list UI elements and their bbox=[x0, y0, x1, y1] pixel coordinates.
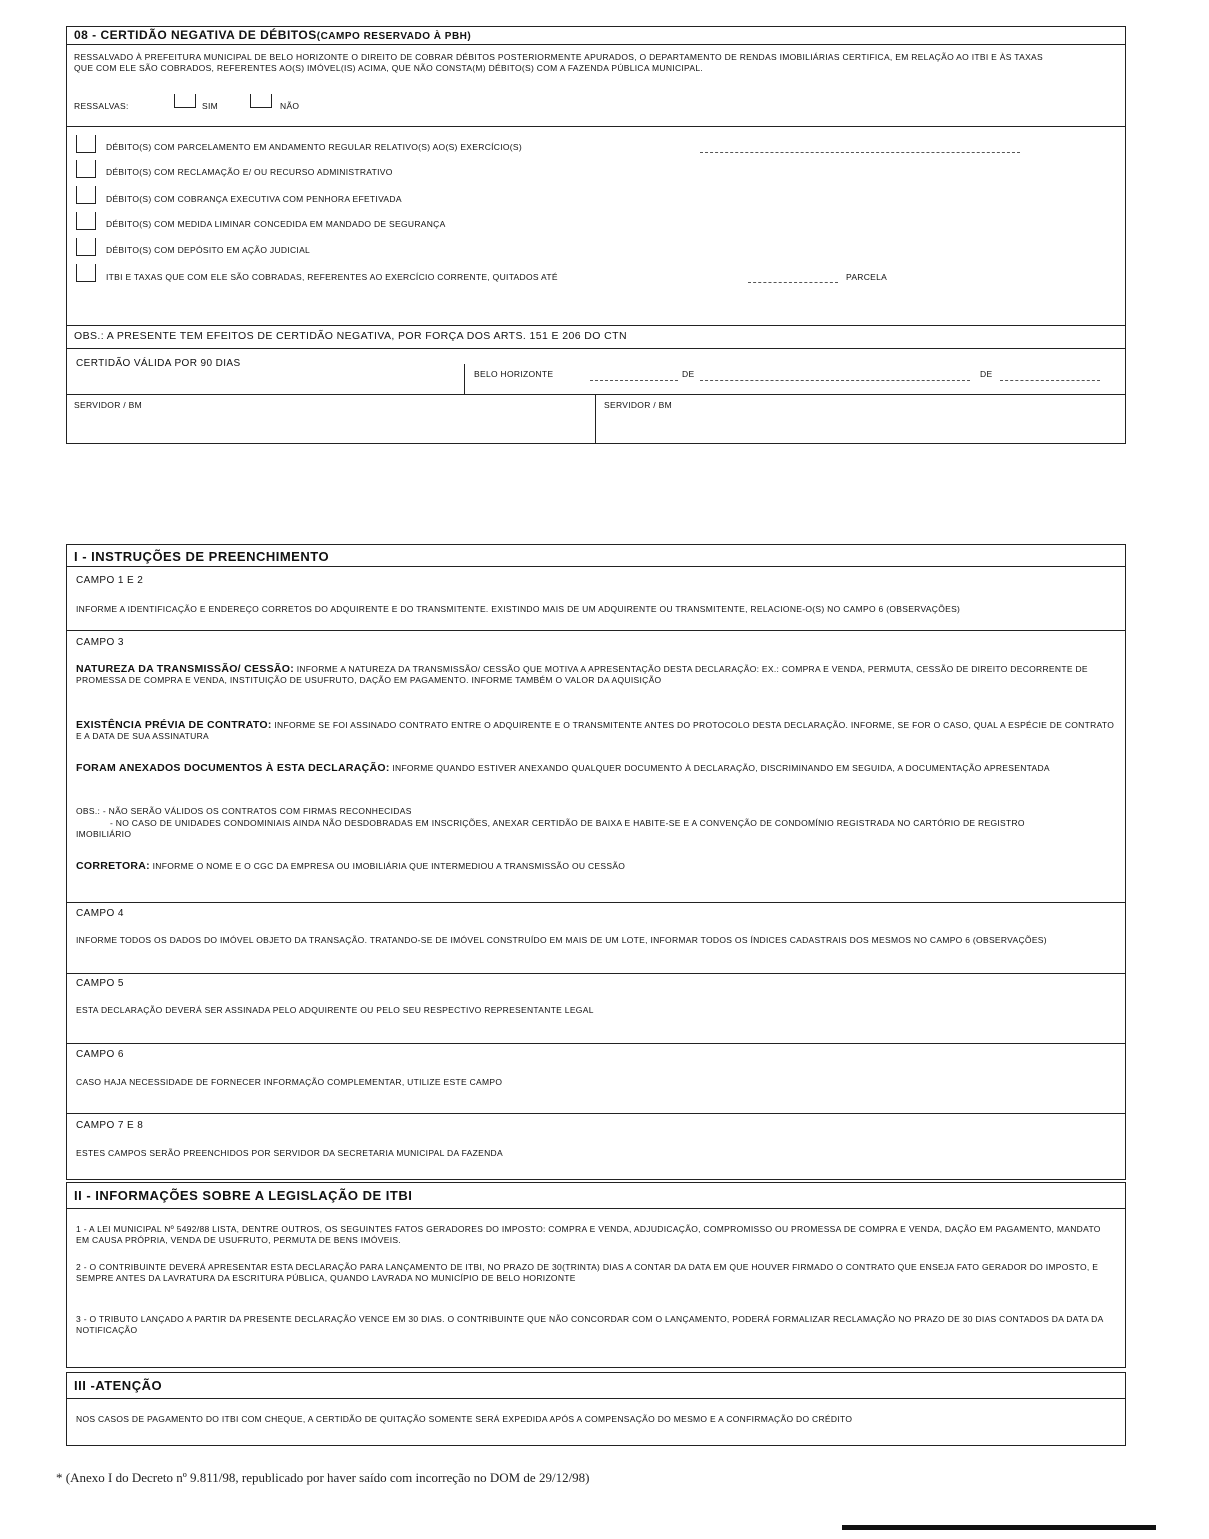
divider bbox=[66, 630, 1126, 631]
campo5-text: ESTA DECLARAÇÃO DEVERÁ SER ASSINADA PELO ADQUIRENTE OU PELO SEU RESPECTIVO REPRESENTANTE LEGAL bbox=[76, 1005, 594, 1015]
legislacao-item-2: 2 - O CONTRIBUINTE DEVERÁ APRESENTAR ESTA DECLARAÇÃO PARA LANÇAMENTO DE ITBI, NO PRAZO DE 30(TRINTA) DIAS A CONTAR DA DATA EM QUE HOUVER FIRMADO O CONTRATO QUE ENSEJA FATO GERADOR DO IMPOSTO, E SEMPRE ANTES DA LAVRATURA DA ESCRITURA PÚBLICA, QUANDO LAVRADA NO MUNICÍPIO DE BELO HORIZONTE bbox=[76, 1262, 1099, 1283]
date-day-fill[interactable] bbox=[590, 380, 678, 381]
section08-title bbox=[74, 28, 471, 42]
ressalvas-nao-label: NÃO bbox=[280, 101, 300, 111]
divider bbox=[66, 1113, 1126, 1114]
ressalvas-nao-checkbox[interactable] bbox=[250, 94, 272, 108]
servidor-label-1: SERVIDOR / BM bbox=[74, 400, 142, 410]
option-parcelamento-checkbox[interactable] bbox=[76, 135, 96, 153]
option-itbi-quitado-label: ITBI E TAXAS QUE COM ELE SÃO COBRADAS, REFERENTES AO EXERCÍCIO CORRENTE, QUITADOS ATÉ bbox=[106, 272, 558, 282]
parcela-label: PARCELA bbox=[846, 272, 888, 282]
anexados-label: FORAM ANEXADOS DOCUMENTOS À ESTA DECLARAÇÃO: bbox=[76, 762, 390, 774]
divider bbox=[595, 394, 596, 444]
divider bbox=[66, 44, 1126, 45]
date-year-fill[interactable] bbox=[1000, 380, 1100, 381]
obs-line-2: - NO CASO DE UNIDADES CONDOMINIAIS AINDA NÃO DESDOBRADAS EM INSCRIÇÕES, ANEXAR CERTIDÃO DE BAIXA E HABITE-SE E A CONVENÇÃO DE CONDOMÍNIO REGISTRADA NO CARTÓRIO DE REGISTRO IMOBILIÁRIO bbox=[76, 818, 1025, 839]
natureza-paragraph bbox=[76, 664, 1116, 686]
ressalvas-sim-checkbox[interactable] bbox=[174, 94, 196, 108]
option-cobranca-label: DÉBITO(S) COM COBRANÇA EXECUTIVA COM PENHORA EFETIVADA bbox=[106, 194, 402, 204]
existencia-label: EXISTÊNCIA PRÉVIA DE CONTRATO: bbox=[76, 719, 272, 731]
option-deposito-label: DÉBITO(S) COM DEPÓSITO EM AÇÃO JUDICIAL bbox=[106, 245, 311, 255]
legislacao-item-1: 1 - A LEI MUNICIPAL Nº 5492/88 LISTA, DENTRE OUTROS, OS SEGUINTES FATOS GERADORES DO IMPOSTO: COMPRA E VENDA, ADJUDICAÇÃO, COMPROMISSO OU PROMESSA DE COMPRA E VENDA, DAÇÃO EM PAGAMENTO, MANDATO EM CAUSA PRÓPRIA, VENDA DE USUFRUTO, PERMUTA DE BENS IMÓVEIS. bbox=[76, 1224, 1101, 1245]
natureza-text: INFORME A NATUREZA DA TRANSMISSÃO/ CESSÃO QUE MOTIVA A APRESENTAÇÃO DESTA DECLARAÇÃO: EX.: COMPRA E VENDA, PERMUTA, CESSÃO DE DIREITO DECORRENTE DE PROMESSA DE COMPRA E VENDA, INSTITUIÇÃO DE USUFRUTO, DAÇÃO EM PAGAMENTO. INFORME TAMBÉM O VALOR DA AQUISIÇÃO bbox=[76, 664, 1088, 685]
anexados-paragraph bbox=[76, 763, 1116, 774]
section08-text: RESSALVADO À PREFEITURA MUNICIPAL DE BELO HORIZONTE O DIREITO DE COBRAR DÉBITOS POSTERIORMENTE APURADOS, O DEPARTAMENTO DE RENDAS IMOBILIÁRIAS CERTIFICA, EM RELAÇÃO AO ITBI E ÀS TAXAS QUE COM ELE SÃO COBRADOS, REFERENTES AO(S) IMÓVEL(IS) ACIMA, QUE NÃO CONSTA(M) DÉBITO(S) COM A FAZENDA PÚBLICA MUNICIPAL. bbox=[74, 52, 1043, 73]
anexados-text: INFORME QUANDO ESTIVER ANEXANDO QUALQUER DOCUMENTO À DECLARAÇÃO, DISCRIMINANDO EM SEGUIDA, A DOCUMENTAÇÃO APRESENTADA bbox=[389, 763, 1050, 773]
existencia-text: INFORME SE FOI ASSINADO CONTRATO ENTRE O ADQUIRENTE E O TRANSMITENTE ANTES DO PROTOCOLO DESTA DECLARAÇÃO. INFORME, SE FOR O CASO, QUAL A ESPÉCIE DE CONTRATO E A DATA DE SUA ASSINATURA bbox=[76, 720, 1115, 741]
campo12-text: INFORME A IDENTIFICAÇÃO E ENDEREÇO CORRETOS DO ADQUIRENTE E DO TRANSMITENTE. EXISTINDO MAIS DE UM ADQUIRENTE OU TRANSMITENTE, RELACIONE-O(S) NO CAMPO 6 (OBSERVAÇÕES) bbox=[76, 604, 961, 614]
atencao-title: III -ATENÇÃO bbox=[74, 1378, 163, 1393]
option-parcelamento-label: DÉBITO(S) COM PARCELAMENTO EM ANDAMENTO REGULAR RELATIVO(S) AO(S) EXERCÍCIO(S) bbox=[106, 142, 523, 152]
divider bbox=[66, 902, 1126, 903]
divider bbox=[66, 348, 1126, 349]
legislacao-title: II - INFORMAÇÕES SOBRE A LEGISLAÇÃO DE ITBI bbox=[74, 1188, 413, 1203]
campo4-text: INFORME TODOS OS DADOS DO IMÓVEL OBJETO DA TRANSAÇÃO. TRATANDO-SE DE IMÓVEL CONSTRUÍDO EM MAIS DE UM LOTE, INFORMAR TODOS OS ÍNDICES CADASTRAIS DOS MESMOS NO CAMPO 6 (OBSERVAÇÕES) bbox=[76, 935, 1047, 945]
option-liminar-label: DÉBITO(S) COM MEDIDA LIMINAR CONCEDIDA EM MANDADO DE SEGURANÇA bbox=[106, 219, 446, 229]
option-reclamacao-label: DÉBITO(S) COM RECLAMAÇÃO E/ OU RECURSO ADMINISTRATIVO bbox=[106, 167, 393, 177]
campo78-heading: CAMPO 7 E 8 bbox=[76, 1120, 144, 1131]
campo6-heading: CAMPO 6 bbox=[76, 1049, 124, 1060]
campo12-heading: CAMPO 1 E 2 bbox=[76, 575, 144, 586]
ressalvas-label: RESSALVAS: bbox=[74, 101, 129, 111]
bottom-rule bbox=[842, 1525, 1156, 1530]
atencao-text: NOS CASOS DE PAGAMENTO DO ITBI COM CHEQUE, A CERTIDÃO DE QUITAÇÃO SOMENTE SERÁ EXPEDIDA APÓS A COMPENSAÇÃO DO MESMO E A CONFIRMAÇÃO DO CRÉDITO bbox=[76, 1414, 853, 1424]
divider bbox=[66, 1208, 1126, 1209]
option-deposito-checkbox[interactable] bbox=[76, 238, 96, 256]
belo-horizonte-label: BELO HORIZONTE bbox=[474, 369, 554, 379]
existencia-paragraph bbox=[76, 720, 1116, 742]
divider bbox=[464, 364, 465, 394]
divider bbox=[66, 1043, 1126, 1044]
campo78-text: ESTES CAMPOS SERÃO PREENCHIDOS POR SERVIDOR DA SECRETARIA MUNICIPAL DA FAZENDA bbox=[76, 1148, 503, 1158]
natureza-label: NATUREZA DA TRANSMISSÃO/ CESSÃO: bbox=[76, 663, 295, 675]
ressalvas-sim-label: SIM bbox=[202, 101, 219, 111]
option-itbi-quitado-checkbox[interactable] bbox=[76, 264, 96, 282]
divider bbox=[66, 394, 1126, 395]
divider bbox=[66, 126, 1126, 127]
obs-line-1: OBS.: - NÃO SERÃO VÁLIDOS OS CONTRATOS COM FIRMAS RECONHECIDAS bbox=[76, 806, 412, 816]
instrucoes-title: I - INSTRUÇÕES DE PREENCHIMENTO bbox=[74, 549, 330, 564]
option-liminar-checkbox[interactable] bbox=[76, 212, 96, 230]
obs-certidao: OBS.: A PRESENTE TEM EFEITOS DE CERTIDÃO NEGATIVA, POR FORÇA DOS ARTS. 151 E 206 DO CTN bbox=[74, 330, 627, 342]
campo4-heading: CAMPO 4 bbox=[76, 908, 124, 919]
date-month-fill[interactable] bbox=[700, 380, 970, 381]
campo3-heading: CAMPO 3 bbox=[76, 637, 124, 648]
divider bbox=[66, 1398, 1126, 1399]
section08-subtitle: (CAMPO RESERVADO À PBH) bbox=[316, 31, 472, 42]
divider bbox=[66, 325, 1126, 326]
option-reclamacao-checkbox[interactable] bbox=[76, 160, 96, 178]
de-label-2: DE bbox=[980, 369, 993, 379]
de-label-1: DE bbox=[682, 369, 695, 379]
validade-label: CERTIDÃO VÁLIDA POR 90 DIAS bbox=[76, 358, 241, 369]
divider bbox=[66, 566, 1126, 567]
campo5-heading: CAMPO 5 bbox=[76, 978, 124, 989]
section08-title-main: 08 - CERTIDÃO NEGATIVA DE DÉBITOS bbox=[74, 28, 317, 42]
certidao-negativa-section bbox=[66, 26, 1126, 444]
campo6-text: CASO HAJA NECESSIDADE DE FORNECER INFORMAÇÃO COMPLEMENTAR, UTILIZE ESTE CAMPO bbox=[76, 1077, 503, 1087]
divider bbox=[66, 973, 1126, 974]
option-cobranca-checkbox[interactable] bbox=[76, 186, 96, 204]
corretora-paragraph bbox=[76, 861, 1116, 872]
exercicio-fill-line[interactable] bbox=[700, 152, 1020, 153]
parcela-fill-line[interactable] bbox=[748, 282, 838, 283]
corretora-label: CORRETORA: bbox=[76, 860, 150, 872]
legislacao-item-3: 3 - O TRIBUTO LANÇADO A PARTIR DA PRESENTE DECLARAÇÃO VENCE EM 30 DIAS. O CONTRIBUINTE QUE NÃO CONCORDAR COM O LANÇAMENTO, PODERÁ FORMALIZAR RECLAMAÇÃO NO PRAZO DE 30 DIAS CONTADOS DA DATA DA NOTIFICAÇÃO bbox=[76, 1314, 1104, 1335]
servidor-label-2: SERVIDOR / BM bbox=[604, 400, 672, 410]
atencao-section bbox=[66, 1372, 1126, 1446]
corretora-text: INFORME O NOME E O CGC DA EMPRESA OU IMOBILIÁRIA QUE INTERMEDIOU A TRANSMISSÃO OU CESSÃO bbox=[149, 861, 626, 871]
footnote: * (Anexo I do Decreto nº 9.811/98, republicado por haver saído com incorreção no DOM de 29/12/98) bbox=[56, 1470, 590, 1485]
